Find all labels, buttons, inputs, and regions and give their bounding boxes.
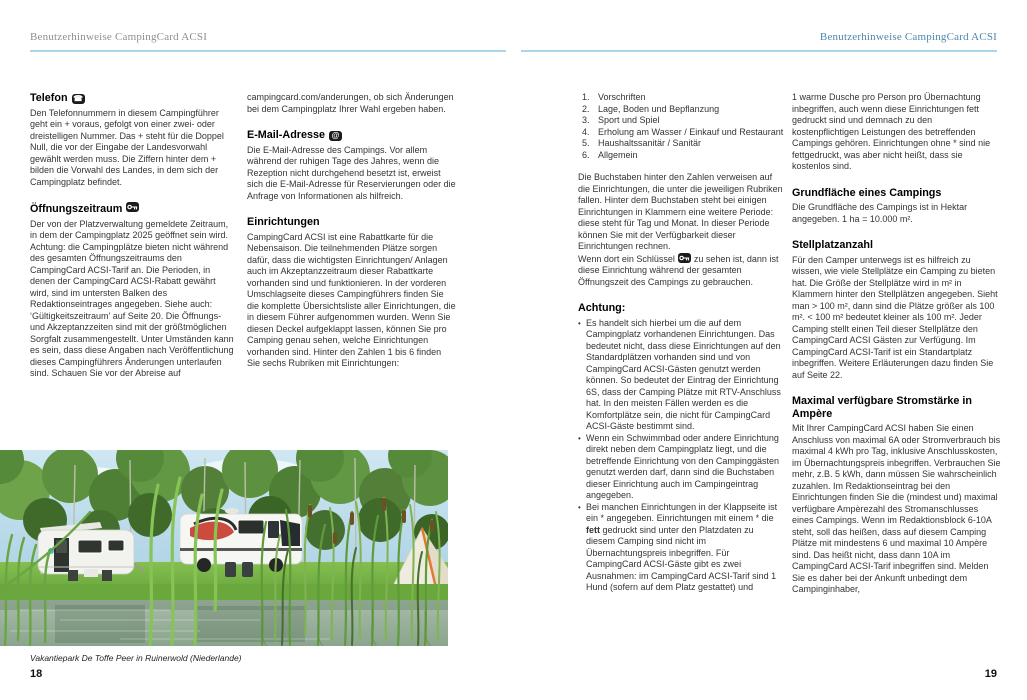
rubrik-item: 4. Erholung am Wasser / Einkauf und Restaurant	[582, 126, 784, 137]
achtung-list	[578, 318, 785, 594]
campsite-photo	[0, 450, 448, 646]
rubrik-item: 3. Sport und Spiel	[582, 115, 660, 125]
heading-telefon	[30, 92, 236, 105]
heading-email	[247, 129, 456, 142]
column-4	[792, 92, 1001, 596]
heading-email-label: E-Mail-Adresse	[247, 129, 326, 141]
column-1	[30, 92, 236, 380]
header-rule-right	[521, 50, 997, 52]
column-2	[247, 92, 456, 370]
key-icon-inline	[678, 253, 691, 263]
heading-achtung: Achtung:	[578, 302, 626, 314]
achtung-bullet: • Es handelt sich hierbei um die auf dem Campingplatz vorhandenen Einrichtungen. Das bedeutet nicht, dass diese Einrichtungen auf den Standardplätzen vorhanden sind und von CampingCard ACSI-Gästen genutzt werden können. So bedeutet der Eintrag der Einrichtung 6S, dass der Camping Plätze mit RTV-Anschluss hat. In den meisten Fällen werden es die Komfortplätze sein, die nicht für CampingCard ACSI-Gäste bestimmt sind.	[578, 317, 781, 431]
paragraph-dusche: 1 warme Dusche pro Person pro Übernachtung inbegriffen, auch wenn diese Einrichtungen fett gedruckt sind und demnach zu den kostenpflichtigen Leistungen des betreffenden Campings gehören. Einrichtungen ohne * sind nie fettgedruckt, was aber nicht heißt, dass sie kostenlos sind.	[792, 92, 991, 171]
heading-stellplatzanzahl: Stellplatzanzahl	[792, 239, 873, 251]
rubriken-list	[578, 92, 785, 161]
paragraph-stromstaerke: Mit Ihrer CampingCard ACSI haben Sie einen Anschluss von maximal 6A oder Stromverbrauch bis maximal 4 kWh pro Tag, inklusive Anschlusskosten, im Übernachtungspreis inbegriffen. Verbrauchen Sie mehr, z.B. 5 kWh, dann müssen Sie wahrscheinlich zuzahlen. Im Redaktionseintrag bei den Einrichtungen finden Sie die (mindest und) maximal verfügbare Ampèrezahl des Stromanschlusses eines Campings. Wenn im Redaktionsblock 6-10A steht, soll das heißen, dass auf diesem Camping Plätze mit mindestens 6 und maximal 10 Ampère sind. Das heißt nicht, dass dann 10A im CampingCard ACSI-Tarif inbegriffen sind. Melden Sie es daher bei der Ankunft unbedingt dem Campinginhaber,	[792, 423, 1001, 594]
heading-grundflaeche: Grundfläche eines Campings	[792, 186, 942, 199]
header-rule-left	[30, 50, 506, 52]
camping-chair	[242, 562, 253, 577]
paragraph-buchstaben: Die Buchstaben hinter den Zahlen verweisen auf die Einrichtungen, die unter die jeweiligen Rubriken fallen. Hinter dem Buchstaben steht bei einigen Einrichtungen in Klammern eine weitere Periode: diese steht für Tag und Monat. In dieser Periode können Sie mit der Verfügbarkeit dieser Einrichtungen rechnen.	[578, 172, 783, 251]
achtung-bullet: • Wenn ein Schwimmbad oder andere Einrichtung direkt neben dem Campingplatz liegt, und die betreffende Einrichtung von den Campinggästen genutzt werden darf, dann sind die Buchstaben dieser Einrichtung auch im Campingeintrag angegeben.	[578, 432, 779, 500]
camping-chair	[225, 562, 236, 577]
paragraph-grundflaeche: Die Grundfläche des Campings ist in Hektar angegeben. 1 ha = 10.000 m².	[792, 202, 968, 224]
paragraph-telefon: Den Telefonnummern in diesem Campingführer geht ein + voraus, gefolgt von einer zwei- oder dreistelligen Nummer. Das + steht für die Doppel Null, die vor der Eingabe der Landesvorwahl gewählt werden muss. Die Ziffern hinter dem + bilden die Vorwahl des Landes, in dem sich der Campingplatz befindet.	[30, 107, 224, 187]
page-number-right: 19	[984, 668, 997, 680]
key-icon	[126, 202, 139, 212]
paragraph-schluessel	[578, 253, 785, 289]
heading-oeffnungszeitraum-label: Öffnungszeitraum	[30, 203, 123, 215]
running-header-right: Benutzerhinweise CampingCard ACSI	[819, 31, 997, 43]
rubrik-item: 2. Lage, Boden und Bepflanzung	[582, 103, 720, 114]
paragraph-continuation: campingcard.com/anderungen, ob sich Änderungen bei dem Campingplatz Ihrer Wahl ergeben haben.	[247, 92, 454, 114]
page-number-left: 18	[30, 668, 43, 680]
paragraph-stellplatzanzahl: Für den Camper unterwegs ist es hilfreich zu wissen, wie viele Stellplätze ein Camping zu bieten hat. Die Größe der Stellplätze wird in m² in Klammern hinter den Stellplätzen angegeben. Sieht man > 100 m², dann sind die Plätze größer als 100 m². < 100 m² bedeutet kleiner als 100 m². Jeder Camping stellt einen Teil dieser Stellplätze den CampingCard ACSI Gästen zur Verfügung. Im CampingCard ACSI-Tarif ist ein Standartplatz inbegriffen. Weitere Erläuterungen dazu finden Sie auf Seite 22.	[792, 254, 998, 380]
heading-einrichtungen: Einrichtungen	[247, 216, 320, 228]
rubrik-item: 1. Vorschriften	[582, 92, 646, 102]
running-header-left: Benutzerhinweise CampingCard ACSI	[30, 31, 208, 43]
achtung-bullet: • Bei manchen Einrichtungen in der Klappseite ist ein * angegeben. Einrichtungen mit einem * die fett gedruckt sind unter den Platzdaten zu diesem Camping sind nicht im Übernachtungspreis inbegriffen. Für CampingCard ACSI-Gäste gibt es zwei Ausnahmen: im CampingCard ACSI-Tarif sind 1 Hund (sofern auf dem Platz gestattet) und	[578, 501, 778, 592]
heading-oeffnungszeitraum	[30, 202, 236, 216]
column-3	[578, 92, 785, 594]
schluessel-text-before: Wenn dort ein Schlüssel	[578, 253, 675, 264]
grass-foreground	[0, 584, 448, 602]
paragraph-email: Die E-Mail-Adresse des Campings. Vor allem während der ruhigen Tage des Jahres, wenn die Rezeption nicht durchgehend besetzt ist, erweist sich die E-Mail-Adresse für Reservierungen oder die Anfrage von Informationen als hilfreich.	[247, 144, 456, 201]
phone-icon: ☎	[73, 94, 84, 103]
photo-caption: Vakantiepark De Toffe Peer in Ruinerwold (Niederlande)	[30, 653, 242, 663]
heading-telefon-label: Telefon	[30, 92, 68, 104]
rubrik-item: 6. Allgemein	[582, 149, 638, 160]
schluessel-text-after: zu sehen ist, dann ist diese Einrichtung während der gesamten Öffnungszeit des Campings zu gebrauchen.	[578, 253, 779, 287]
at-icon: @	[329, 131, 342, 141]
rubrik-item: 5. Haushaltssanitär / Sanitär	[582, 138, 702, 148]
caravan	[38, 522, 144, 581]
heading-stromstaerke: Maximal verfügbare Stromstärke in Ampère	[792, 395, 973, 420]
paragraph-oeffnungszeitraum: Der von der Platzverwaltung gemeldete Zeitraum, in dem der Campingplatz 2025 geöffnet sein wird. Achtung: die Campingplätze bieten nicht während des gesamten Öffnungszeitraums den CampingCard ACSI-Tarif an. Die Perioden, in denen der CampingCard ACSI-Rabatt gewährt wird, sind im untersten Balken des Redaktionseintrages angegeben. Siehe auch: ‘Gültigkeitszeitraum’ auf Seite 20. Die Öffnungs- und Akzeptanzzeiten sind mit der größtmöglichen Sorgfalt zusammengestellt. Unter Umständen kann es sein, dass diese Angaben nach Veröffentlichung dieses Campingführers Änderungen unterlaufen sind. Schauen Sie vor der Abreise auf	[30, 218, 234, 378]
paragraph-einrichtungen: CampingCard ACSI ist eine Rabattkarte für die Nebensaison. Die teilnehmenden Plätze sorgen dafür, dass die wichtigsten Einrichtungen/ Anlagen auch im Akzeptanzzeitraum dieser Rabattkarte vorhanden sind und funktionieren. In der vorderen Umschlagseite dieses Campingführers finden Sie die komplette Übersichtsliste aller Einrichtungen, die in diesem Führer aufgenommen wurden. Wenn Sie diesen Deckel aufgeklappt lassen, können Sie pro Camping genau sehen, welche Einrichtungen vorhanden sind. Hinter den Zahlen 1 bis 6 finden Sie sechs Rubriken mit Einrichtungen:	[247, 231, 456, 368]
